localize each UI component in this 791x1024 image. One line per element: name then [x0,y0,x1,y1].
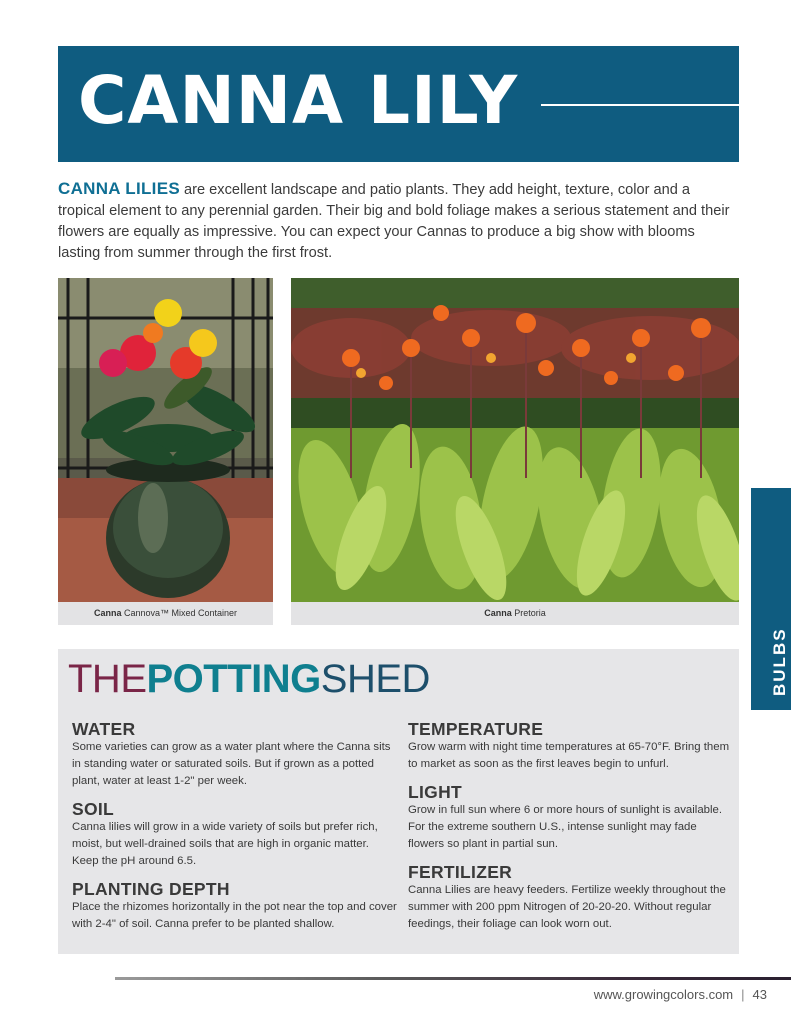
caption-genus: Canna [93,608,122,618]
section-title: SOIL [72,799,115,819]
heading-the: THE [68,657,147,701]
temperature-section [408,719,733,773]
caption-variety: Cannova™ Mixed Container [121,608,238,618]
water-section [72,719,397,790]
section-title: TEMPERATURE [408,719,544,739]
soil-section [72,799,397,870]
page-number: 43 [752,987,767,1002]
section-tab-label: BULBS [770,627,789,696]
caption-variety: Pretoria [511,608,546,618]
section-text: Grow in full sun where 6 or more hours of sunlight is available. For the extreme southern U.S., intense sunlight may fade flowers so plant in partial sun. [408,804,723,850]
section-text: Grow warm with night time temperatures at 65-70°F. Bring them to market as soon as the first leaves begin to unfurl. [408,741,730,770]
planting-depth-section [72,879,397,933]
section-title: PLANTING DEPTH [72,879,230,899]
section-title: WATER [72,719,136,739]
heading-potting: POTTING [146,657,321,701]
canna-pretoria-photo [291,278,739,602]
footer-rule [115,977,791,980]
canna-container-photo [58,278,273,602]
section-tab-bulbs [751,488,791,710]
page-title: CANNA LILY [78,62,519,139]
caption-genus: Canna [484,608,512,618]
section-text: Some varieties can grow as a water plant where the Canna sits in standing water or saturated soils. But if grown as a potted plant, water at least 1-2" per week. [72,741,391,787]
fertilizer-section [408,862,733,933]
title-banner [58,46,739,162]
section-title: FERTILIZER [408,862,513,882]
caption-pretoria-photo [291,602,739,625]
intro-text: are excellent landscape and patio plants. They add height, texture, color and a tropical element to any perennial garden. Their big and bold foliage makes a serious statement and their flowers are equally as impressive. You can expect your Cannas to produce a big show with blooms lasting from summer through the first frost. [58,182,730,261]
title-rule [541,104,739,106]
potting-shed-panel [58,649,739,954]
heading-shed: SHED [320,657,430,701]
intro-lead: CANNA LILIES [58,179,180,198]
page-footer [594,987,767,1002]
light-section [408,782,733,853]
intro-paragraph [58,178,738,264]
section-text: Canna lilies will grow in a wide variety of soils but prefer rich, moist, but well-drained soils that are high in organic matter. Keep the pH around 6.5. [72,821,378,867]
caption-container-photo [58,602,273,625]
potting-shed-heading [68,659,430,699]
footer-url[interactable]: www.growingcolors.com [593,987,734,1002]
footer-separator: | [741,987,745,1002]
section-text: Canna Lilies are heavy feeders. Fertilize weekly throughout the summer with 200 ppm Nitrogen of 20-20-20. Without regular feedings, their foliage can look worn out. [408,884,726,930]
section-text: Place the rhizomes horizontally in the pot near the top and cover with 2-4" of soil. Canna prefer to be planted shallow. [72,901,397,930]
section-title: LIGHT [408,782,462,802]
